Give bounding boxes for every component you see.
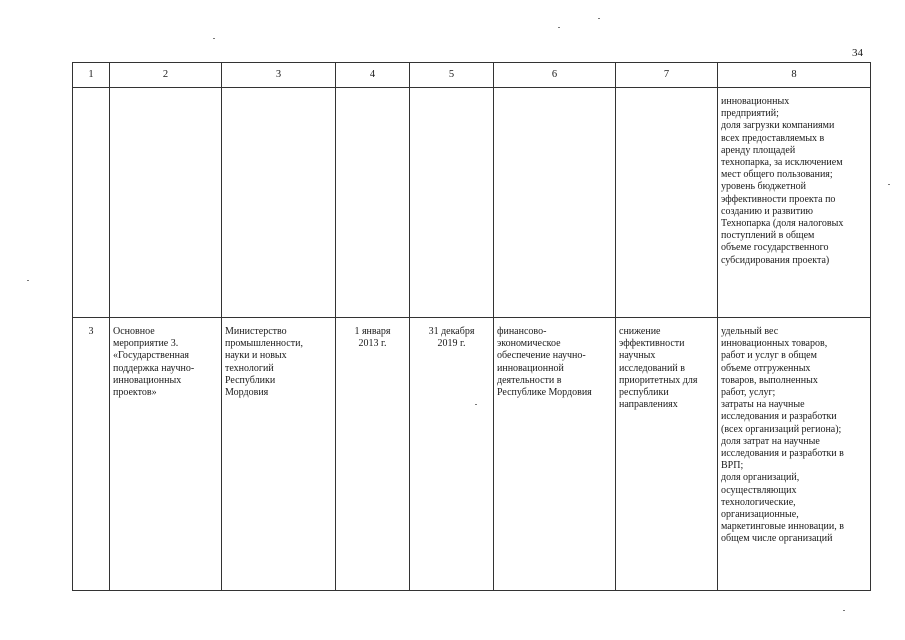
row1-col5 bbox=[410, 88, 494, 318]
header-cell-4: 4 bbox=[336, 63, 410, 88]
header-cell-7: 7 bbox=[616, 63, 718, 88]
row2-indicators: удельный вес инновационных товаров, работ и услуг в общем объеме отгруженных товаров, выполненных работ, услуг; затраты на научные исследования и разработки (всех организаций региона); доля затрат на научные исследования и разработки в ВРП; доля организаций, осуществляющих технологические, организационные, маркетинговые инновации, в общем числе организаций bbox=[718, 318, 871, 591]
header-cell-1: 1 bbox=[73, 63, 110, 88]
row2-end-date: 31 декабря 2019 г. bbox=[410, 318, 494, 591]
scan-speck bbox=[213, 38, 215, 39]
row2-number: 3 bbox=[73, 318, 110, 591]
row1-col2 bbox=[110, 88, 222, 318]
header-cell-3: 3 bbox=[222, 63, 336, 88]
row2-executor: Министерство промышленности, науки и новых технологий Республики Мордовия bbox=[222, 318, 336, 591]
row1-indicators: инновационных предприятий; доля загрузки компаниями всех предоставляемых в аренду площадей технопарка, за исключением мест общего пользования; уровень бюджетной эффективности проекта по созданию и развитию Технопарка (доля налоговых поступлений в общем объеме государственного субсидирования проекта) bbox=[718, 88, 871, 318]
scan-speck bbox=[598, 18, 600, 19]
row2-expected-result: финансово- экономическое обеспечение научно- инновационной деятельности в Республике Мордовия bbox=[494, 318, 616, 591]
scan-speck bbox=[475, 404, 477, 405]
scan-speck bbox=[888, 184, 890, 185]
header-cell-8: 8 bbox=[718, 63, 871, 88]
row1-col1 bbox=[73, 88, 110, 318]
table-row bbox=[73, 318, 871, 591]
row2-start-date: 1 января 2013 г. bbox=[336, 318, 410, 591]
row2-consequences: снижение эффективности научных исследований в приоритетных для республики направлениях bbox=[616, 318, 718, 591]
header-cell-2: 2 bbox=[110, 63, 222, 88]
page-number: 34 bbox=[852, 47, 863, 59]
table-row bbox=[73, 88, 871, 318]
scan-speck bbox=[558, 27, 560, 28]
row1-col7 bbox=[616, 88, 718, 318]
row2-activity-name: Основное мероприятие 3. «Государственная поддержка научно- инновационных проектов» bbox=[110, 318, 222, 591]
row1-col3 bbox=[222, 88, 336, 318]
scan-speck bbox=[843, 610, 845, 611]
header-row bbox=[73, 63, 871, 88]
scan-speck bbox=[27, 280, 29, 281]
header-cell-6: 6 bbox=[494, 63, 616, 88]
row1-col6 bbox=[494, 88, 616, 318]
activities-table bbox=[72, 62, 871, 591]
row1-col4 bbox=[336, 88, 410, 318]
header-cell-5: 5 bbox=[410, 63, 494, 88]
